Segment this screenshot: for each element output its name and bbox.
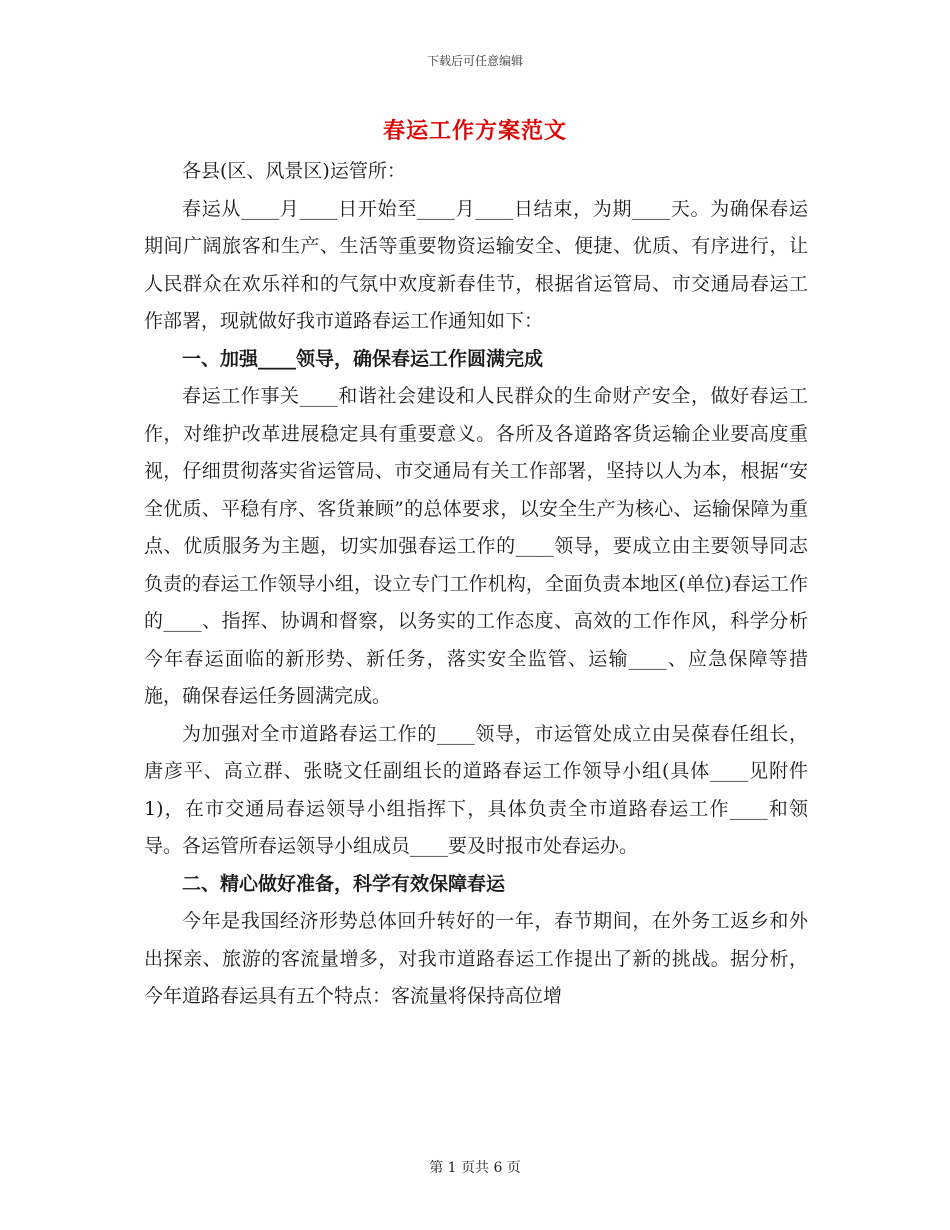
section-heading-2: 二、精心做好准备，科学有效保障春运 [182,872,506,895]
document-title: 春运工作方案范文 [382,118,567,144]
paragraph-section-1-a: 春运工作事关____和谐社会建设和人民群众的生命财产安全，做好春运工作，对维护改革进展稳定具有重要意义。各所及各道路客货运输企业要高度重视，仔细贯彻落实省运管局、市交通局有关工作部署，坚持以人为本，根据“安全优质、平稳有序、客货兼顾”的总体要求，以安全生产为核心、运输保障为重点、优质服务为主题，切实加强春运工作的____领导，要成立由主要领导同志负责的春运工作领导小组，设立专门工作机构，全面负责本地区(单位)春运工作的____、指挥、协调和督察，以务实的工作态度、高效的工作作风，科学分析今年春运面临的新形势、新任务，落实安全监管、运输____、应急保障等措施，确保春运任务圆满完成。 [144,385,808,707]
paragraph-section-2-a: 今年是我国经济形势总体回升转好的一年，春节期间，在外务工返乡和外出探亲、旅游的客流量增多，对我市道路春运工作提出了新的挑战。据分析，今年道路春运具有五个特点：客流量将保持高位增 [144,910,808,1007]
salutation: 各县(区、风景区)运管所： [182,160,406,182]
paragraph-intro: 春运从____月____日开始至____月____日结束，为期____天。为确保春运期间广阔旅客和生产、生活等重要物资运输安全、便捷、优质、有序进行，让人民群众在欢乐祥和的气氛中欢度新春佳节，根据省运管局、市交通局春运工作部署，现就做好我市道路春运工作通知如下： [144,197,808,332]
document-body [144,153,808,1016]
page-header-note: 下载后可任意编辑 [426,54,523,68]
paragraph-section-1-b: 为加强对全市道路春运工作的____领导，市运管处成立由吴葆春任组长，唐彦平、高立群、张晓文任副组长的道路春运工作领导小组(具体____见附件1)，在市交通局春运领导小组指挥下，具体负责全市道路春运工作____和领导。各运管所春运领导小组成员____要及时报市处春运办。 [144,722,808,857]
page-number-footer: 第 1 页共 6 页 [429,1160,521,1176]
section-heading-1: 一、加强____领导，确保春运工作圆满完成 [182,347,544,370]
